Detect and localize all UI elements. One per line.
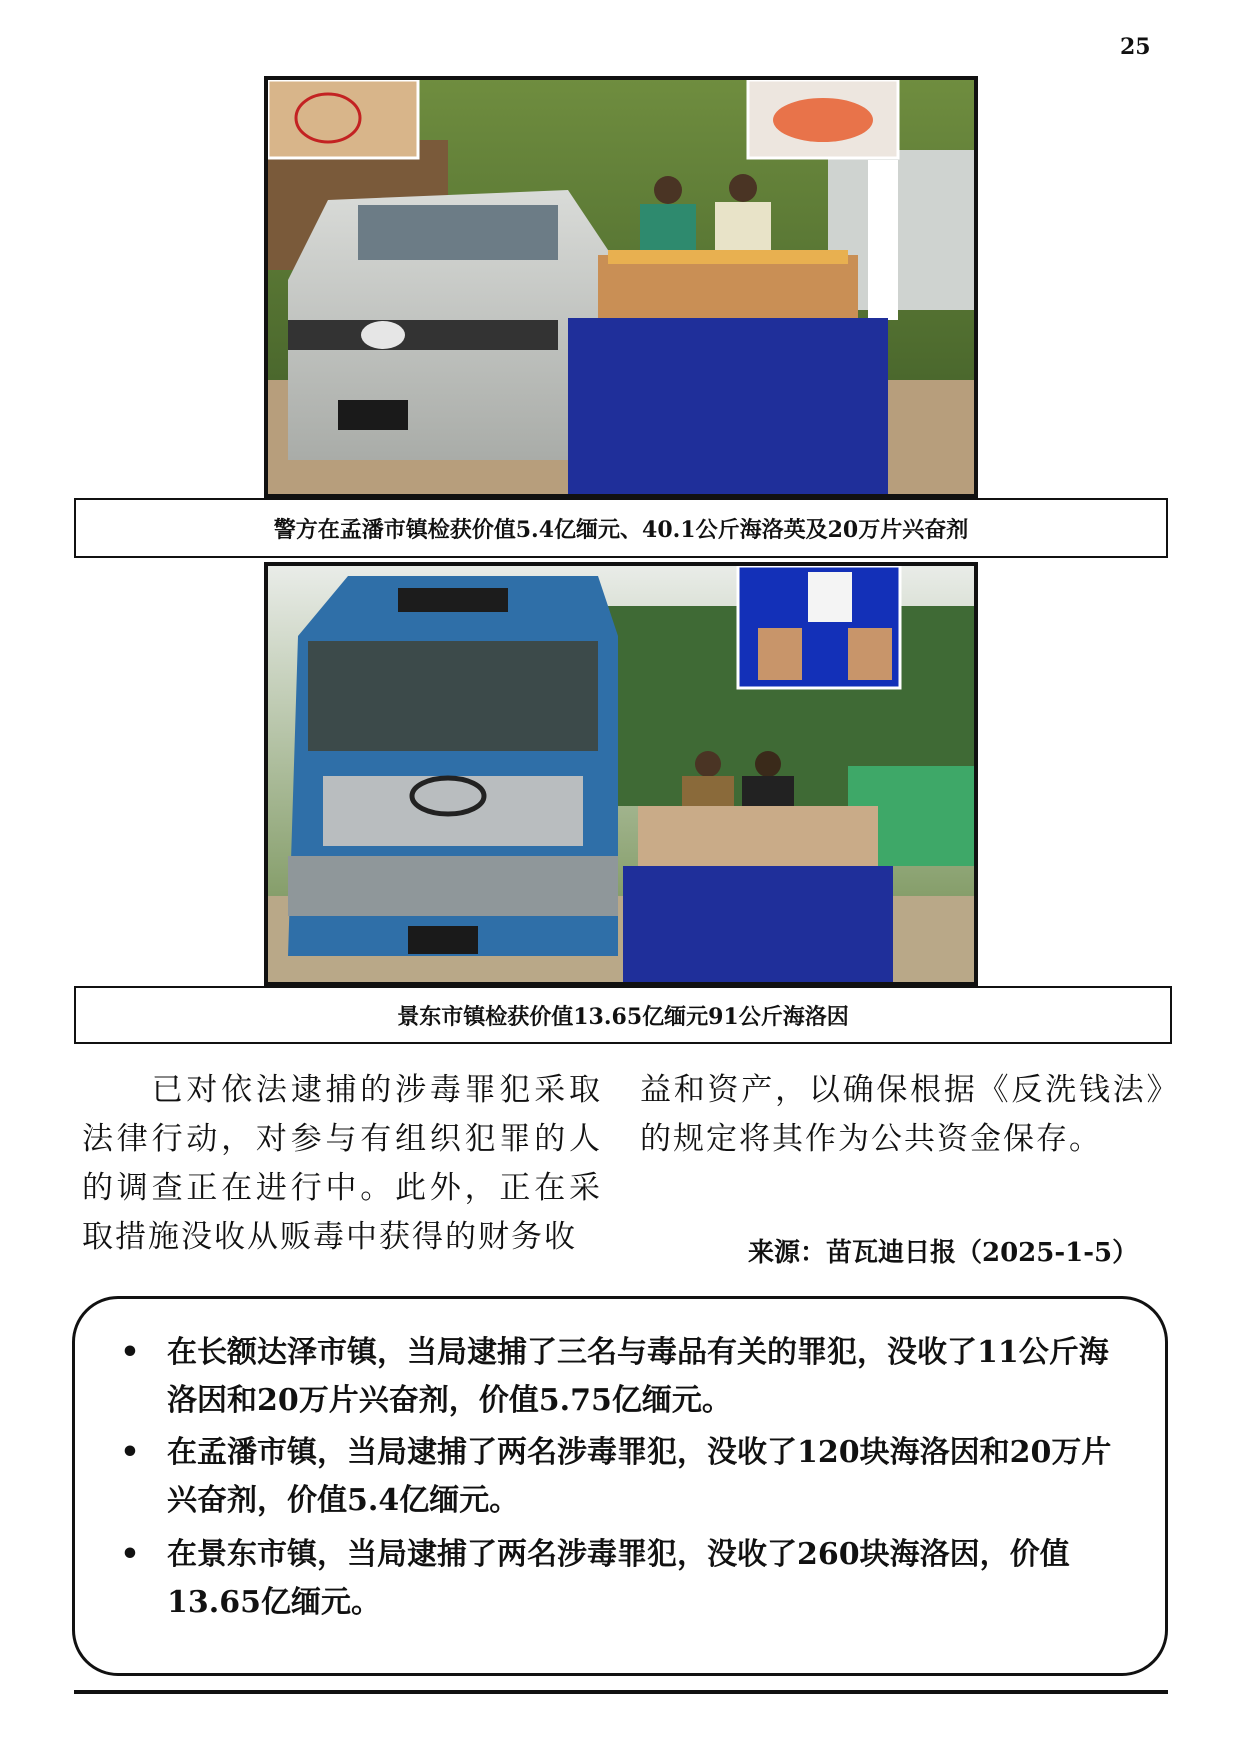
article-source: 来源：苗瓦迪日报（2025-1-5）: [748, 1238, 1139, 1268]
bullet-icon: •: [120, 1335, 140, 1370]
figure1-caption: 警方在孟潘市镇检获价值5.4亿缅元、40.1公斤海洛英及20万片兴奋剂: [74, 498, 1168, 558]
seized-drugs-graphic: [568, 250, 888, 494]
summary-item-text: 在景东市镇，当局逮捕了两名涉毒罪犯，没收了260块海洛因，价值13.65亿缅元。: [167, 1537, 1070, 1620]
article-left-column: 已对依法逮捕的涉毒罪犯采取法律行动，对参与有组织犯罪的人的调查正在进行中。此外，正在采取措施没收从贩毒中获得的财务收: [82, 1072, 602, 1255]
seized-drugs-graphic-2: [623, 806, 893, 982]
bullet-icon: •: [120, 1537, 140, 1572]
summary-item: [115, 1329, 1135, 1425]
seizure-photo-truck: [264, 562, 978, 986]
cargo-truck-graphic: [288, 576, 618, 956]
bullet-icon: •: [120, 1435, 140, 1470]
summary-item-text: 在长额达泽市镇，当局逮捕了三名与毒品有关的罪犯，没收了11公斤海洛因和20万片兴奋剂，价值5.75亿缅元。: [167, 1335, 1109, 1418]
summary-box: [72, 1296, 1168, 1676]
bottom-rule: [74, 1690, 1168, 1694]
summary-item: [115, 1429, 1135, 1525]
seizure-photo-pickup: [264, 76, 978, 498]
page-number: 25: [1120, 34, 1151, 60]
summary-item-text: 在孟潘市镇，当局逮捕了两名涉毒罪犯，没收了120块海洛因和20万片兴奋剂，价值5.4亿缅元。: [167, 1435, 1112, 1518]
summary-item: [115, 1531, 1135, 1627]
figure2-caption: 景东市镇检获价值13.65亿缅元91公斤海洛因: [74, 986, 1172, 1044]
article-right-column: 益和资产，以确保根据《反洗钱法》的规定将其作为公共资金保存。: [640, 1072, 1164, 1157]
pickup-truck-graphic: [288, 190, 608, 460]
